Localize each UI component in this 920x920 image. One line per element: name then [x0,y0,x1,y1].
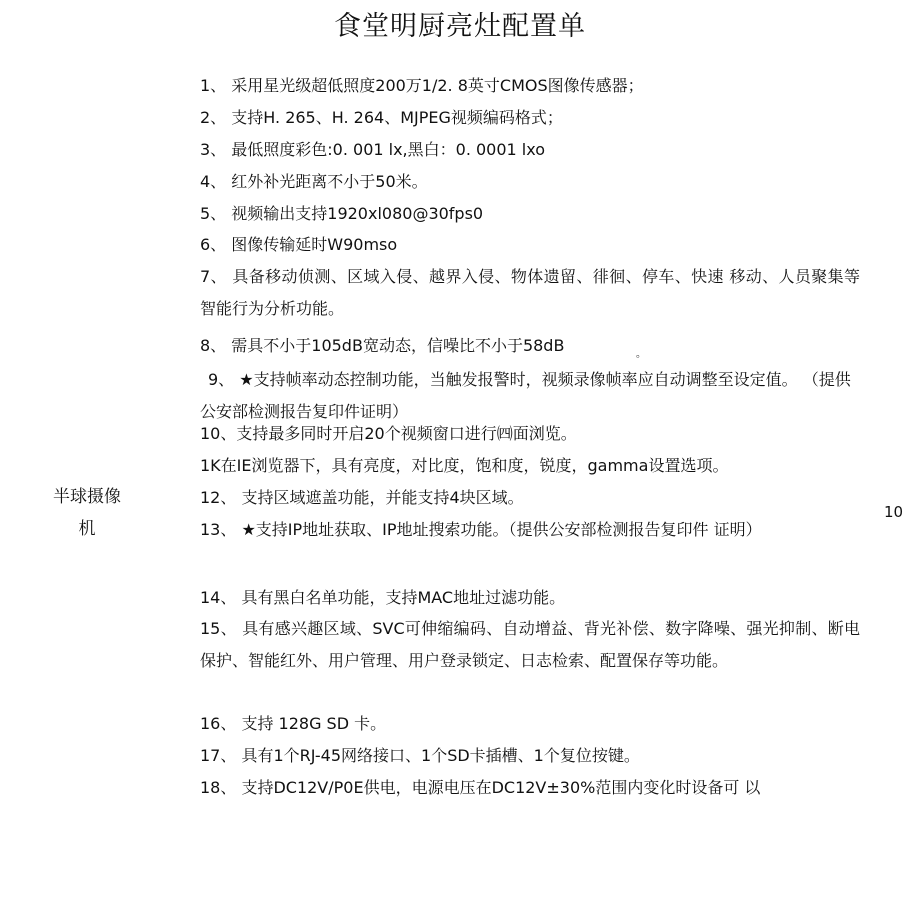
page-title: 食堂明厨亮灶配置单 [334,11,586,42]
spec-item-11: 1K在IE浏览器下，具有亮度，对比度，饱和度，锐度，gamma设置选项。 [200,456,729,475]
spec-item-9: 9、 ★支持帧率动态控制功能，当触发报警时，视频录像帧率应自动调整至设定值。 （提供公安部检测报告复印件证明） [200,370,851,421]
spec-item-5: 5、 视频输出支持1920xl080@30fps0 [200,204,484,223]
spec-item-8: 8、 需具不小于105dB宽动态，信噪比不小于58dB [200,336,565,355]
spec-item-6: 6、 图像传输延时W90mso [200,235,398,254]
spec-item-7: 7、 具备移动侦测、区域入侵、越界入侵、物体遗留、徘徊、停车、快速 移动、人员聚集等智能行为分析功能。 [200,267,860,318]
spec-item-13: 13、 ★支持IP地址获取、IP地址搜索功能。（提供公安部检测报告复印件 证明） [200,520,762,539]
spec-item-12: 12、 支持区域遮盖功能，并能支持4块区域。 [200,488,524,507]
product-name: 半球摄像机 [53,487,121,539]
product-quantity: 10 [884,503,904,521]
spec-item-17: 17、 具有1个RJ-45网络接口、1个SD卡插槽、1个复位按键。 [200,746,640,765]
spec-item-1: 1、 采用星光级超低照度200万1/2. 8英寸CMOS图像传感器； [200,76,644,95]
spec-item-14: 14、 具有黑白名单功能，支持MAC地址过滤功能。 [200,588,566,607]
spec-item-10: 10、支持最多同时开启20个视频窗口进行㈣面浏览。 [200,424,577,443]
spec-item-15: 15、 具有感兴趣区域、SVC可伸缩编码、自动增益、背光补偿、数字降噪、强光抑制、断电保护、智能红外、用户管理、用户登录锁定、日志检索、配置保存等功能。 [200,619,860,670]
spec-item-2: 2、 支持H. 265、H. 264、MJPEG视频编码格式； [200,108,563,127]
spec-item-3: 3、 最低照度彩色:0. 001 lx,黑白：0. 0001 lxo [200,140,546,159]
spec-item-4: 4、 红外补光距离不小于50米。 [200,172,428,191]
spec-item-16: 16、 支持 128G SD 卡。 [200,714,387,733]
stray-mark: 。 [636,349,646,360]
spec-item-18: 18、 支持DC12V/P0E供电，电源电压在DC12V±30%范围内变化时设备可 以 [200,778,761,797]
